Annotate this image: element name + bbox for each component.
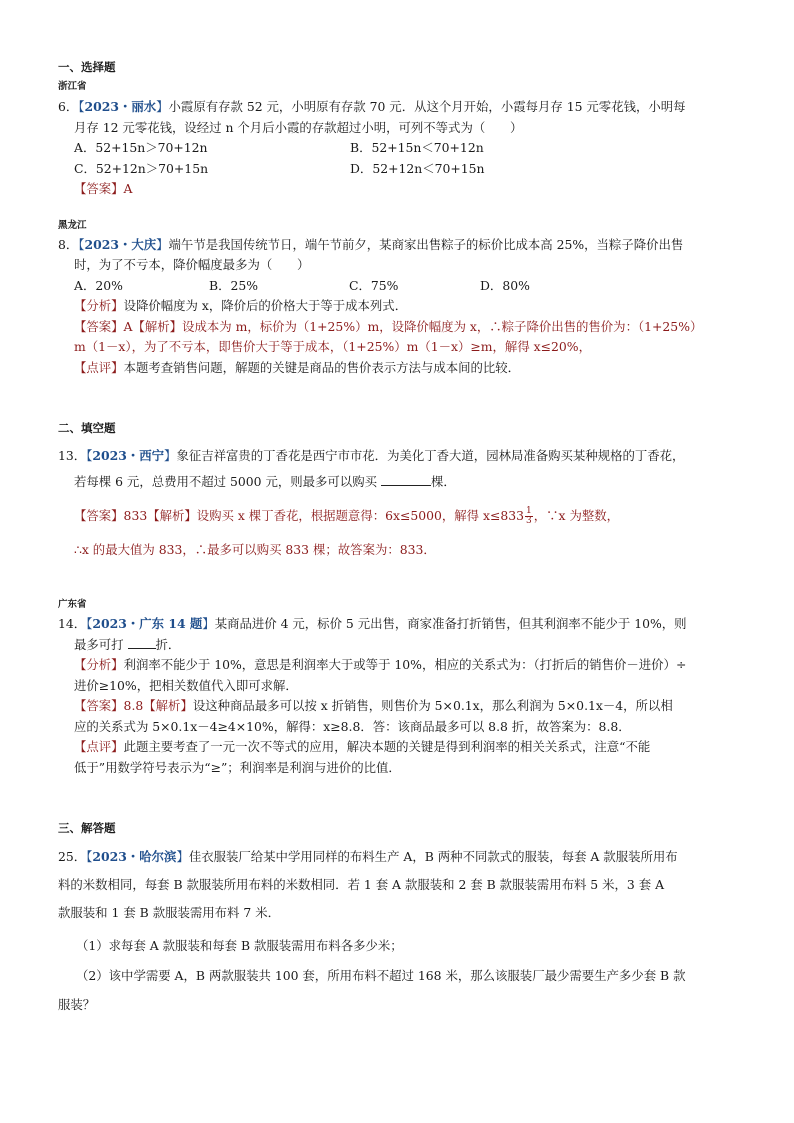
comment-line: 【点评】本题考查销售问题，解题的关键是商品的售价表示方法与成本间的比较．: [74, 359, 521, 375]
subquestion-2: （2）该中学需要 A，B 两款服装共 100 套，所用布料不超过 168 米，那么该服装厂最少需要生产多少套 B 款: [76, 968, 686, 983]
analysis-line: 【分析】利润率不能少于 10%，意思是利润率大于或等于 10%，相应的关系式为：（打折后的销售价－进价）÷: [74, 657, 687, 672]
question-stem: [58, 614, 748, 635]
stem-text: 小霞原有存款 52 元，小明原有存款 70 元．从这个月开始，小霞每月存 15 元零花钱，小明每: [168, 99, 686, 114]
question-stem: [58, 97, 748, 118]
comment-line: 【点评】此题主要考查了一元一次不等式的应用，解决本题的关键是得到利润率的相关关系式，注意“不能: [74, 739, 651, 754]
option-c: C．52+12n＞70+15n: [74, 160, 209, 176]
question-number: 25．: [58, 849, 87, 864]
question-stem: [58, 235, 748, 256]
stem-text: 若每棵 6 元，总费用不超过 5000 元，则最多可以购买 棵．: [74, 474, 456, 489]
fraction: $\frac{1}{3}$: [526, 506, 532, 526]
stem-text: 月存 12 元零花钱，设经过 n 个月后小霞的存款超过小明，可列不等式为（ ）: [74, 119, 523, 135]
question-number: 6．: [58, 99, 79, 114]
stem-text: 料的米数相同，每套 B 款服装所用布料的米数相同．若 1 套 A 款服装和 2 套 B 款服装需用布料 5 米，3 套 A: [58, 877, 665, 892]
source-tag: 【2023・丽水】: [78, 99, 169, 114]
question-number: 14．: [58, 616, 87, 631]
answer-line: ∴x 的最大值为 833，∴最多可以购买 833 棵；故答案为：833．: [74, 542, 436, 557]
question-14: [58, 614, 748, 778]
section-heading-solve: 三、解答题: [58, 821, 116, 835]
question-13: [58, 443, 748, 565]
answer-blank[interactable]: [128, 635, 156, 649]
province-label: 黑龙江: [58, 219, 87, 231]
analysis-line: 【分析】设降价幅度为 x，降价后的价格大于等于成本列式．: [74, 298, 408, 313]
answer-line: 【答案】A: [74, 181, 133, 196]
subquestion-2-cont: 服装？: [58, 997, 96, 1012]
source-tag: 【2023・广东 14 题】: [86, 616, 215, 631]
source-tag: 【2023・哈尔滨】: [86, 849, 189, 864]
question-8: [58, 235, 748, 379]
stem-text: 时，为了不亏本，降价幅度最多为（ ）: [74, 257, 310, 272]
section-heading-fill: 二、填空题: [58, 421, 116, 435]
answer-line: 【答案】833【解析】设购买 x 棵丁香花，根据题意得：6x≤5000，解得 x≤833 $\frac{1}{3}$ ，∵x 为整数，: [74, 506, 620, 526]
question-stem: [58, 843, 748, 871]
stem-text: 端午节是我国传统节日，端午节前夕，某商家出售粽子的标价比成本高 25%，当粽子降价出售: [168, 236, 684, 252]
document-page: [58, 58, 748, 1019]
option-d: D．52+12n＜70+15n: [350, 160, 485, 176]
section-heading-choice: 一、选择题: [58, 60, 116, 74]
stem-text: 最多可打 折．: [74, 636, 181, 652]
stem-text: 某商品进价 4 元，标价 5 元出售，商家准备打折销售，但其利润率不能少于 10%，则: [214, 616, 687, 631]
option-b: B．25%: [209, 277, 259, 293]
province-label: 广东省: [58, 599, 87, 610]
stem-text: 象征吉祥富贵的丁香花是西宁市市花．为美化丁香大道，园林局准备购买某种规格的丁香花，: [176, 448, 685, 463]
subquestion-1: （1）求每套 A 款服装和每套 B 款服装需用布料各多少米；: [76, 938, 403, 953]
option-d: D．80%: [480, 277, 530, 293]
options-row: [58, 159, 748, 180]
analysis-line: 进价≥10%，把相关数值代入即可求解．: [74, 677, 298, 693]
answer-line: 【答案】A【解析】设成本为 m，标价为（1+25%）m，设降价幅度为 x，∴粽子降价出售的售价为：（1+25%）: [74, 318, 703, 334]
question-6: [58, 97, 748, 200]
question-number: 8．: [58, 236, 79, 252]
options-row: [58, 276, 748, 297]
comment-line: 低于”用数学符号表示为“≥”；利润率是利润与进价的比值．: [74, 759, 401, 775]
answer-line: 【答案】8.8【解析】设这种商品最多可以按 x 折销售，则售价为 5×0.1x，那么利润为 5×0.1x－4，所以相: [74, 698, 673, 713]
province-label: 浙江省: [58, 81, 87, 92]
options-row: [58, 138, 748, 159]
question-stem: [58, 443, 748, 469]
source-tag: 【2023・大庆】: [78, 236, 169, 252]
option-a: A．20%: [74, 277, 123, 293]
answer-line: 应的关系式为 5×0.1x－4≥4×10%，解得：x≥8.8．答：该商品最多可以 8.8 折，故答案为：8.8．: [74, 718, 631, 734]
question-number: 13．: [58, 448, 87, 463]
option-b: B．52+15n＜70+12n: [350, 140, 484, 155]
answer-line: m（1－x），为了不亏本，即售价大于等于成本，（1+25%）m（1－x）≥m，解得 x≤20%，: [74, 339, 591, 354]
source-tag: 【2023・西宁】: [86, 448, 177, 463]
answer-blank[interactable]: [381, 472, 431, 486]
option-c: C．75%: [349, 277, 399, 293]
option-a: A．52+15n＞70+12n: [74, 140, 208, 155]
stem-text: 款服装和 1 套 B 款服装需用布料 7 米．: [58, 905, 280, 920]
question-25: [58, 843, 748, 1019]
stem-text: 佳衣服装厂给某中学用同样的布料生产 A，B 两种不同款式的服装，每套 A 款服装所用布: [188, 849, 678, 864]
